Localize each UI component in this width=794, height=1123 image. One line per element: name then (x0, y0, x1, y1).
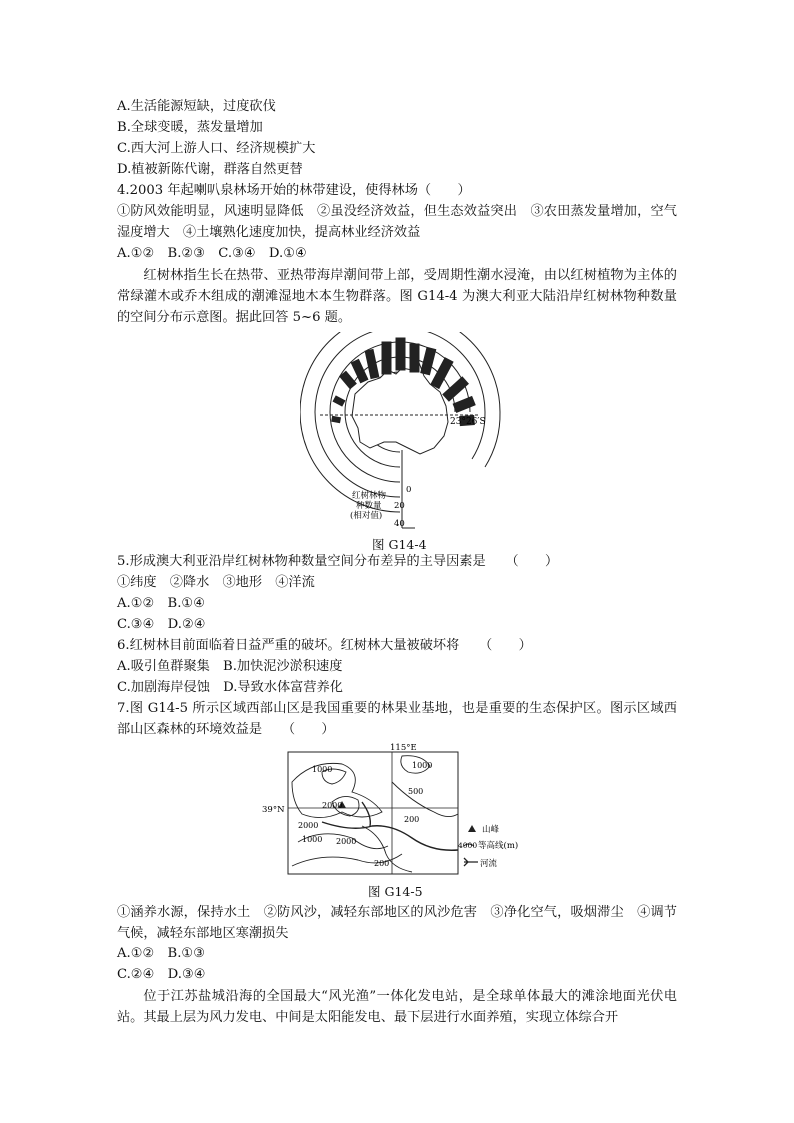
contour-2000-c: 2000 (336, 837, 357, 846)
tropic-label: 23°26′S (450, 417, 486, 427)
peak-legend-icon (468, 825, 476, 832)
legend-sample: 4000 (458, 841, 478, 850)
contour-1000-c: 1000 (412, 761, 433, 770)
q7-items: ①涵养水源，保持水土 ②防风沙，减轻东部地区的风沙危害 ③净化空气，吸烟滞尘 ④调节气候，减轻东部地区寒潮损失 (117, 905, 677, 941)
figure-g14-4 (300, 332, 510, 532)
lat-label: 39°N (262, 805, 285, 815)
scale-0: 0 (406, 485, 412, 495)
legend-line-1: 红树林物 (352, 491, 387, 501)
option-d: D.植被新陈代谢，群落自然更替 (117, 162, 303, 177)
q6-options-2: C.加剧海岸侵蚀 D.导致水体富营养化 (117, 680, 343, 695)
q7-stem: 7.图 G14-5 所示区域西部山区是我国重要的林果业基地，也是重要的生态保护区。图示区域西部山区森林的环境效益是 （ ） (117, 701, 677, 737)
fig4-caption: 图 G14-4 (372, 537, 427, 552)
lon-label: 115°E (390, 743, 417, 753)
contour-1000-b: 1000 (302, 835, 323, 844)
q5-items: ①纬度 ②降水 ③地形 ④洋流 (117, 575, 315, 590)
q6-stem: 6.红树林目前面临着日益严重的破坏。红树林大量被破坏将 （ ） (117, 638, 532, 653)
option-b: B.全球变暖，蒸发量增加 (117, 120, 263, 135)
option-c: C.西大河上游人口、经济规模扩大 (117, 141, 316, 156)
contour-1000-a: 1000 (312, 765, 333, 774)
fig5-caption: 图 G14-5 (368, 884, 423, 899)
contour-200-b: 200 (374, 859, 390, 868)
option-a: A.生活能源短缺，过度砍伐 (117, 99, 276, 114)
q5-options-1: A.①② B.①④ (117, 596, 206, 611)
australia-outline (352, 360, 448, 454)
contour-2000-b: 2000 (298, 821, 319, 830)
scale-20: 20 (394, 501, 405, 511)
contour-200-a: 200 (404, 815, 420, 824)
legend-contour: 等高线(m) (478, 841, 519, 851)
legend-line-2: 种数量 (356, 501, 382, 511)
legend-river: 河流 (480, 859, 498, 869)
legend-peak: 山峰 (482, 825, 500, 835)
q5-options-2: C.③④ D.②④ (117, 617, 206, 632)
contour-500: 500 (408, 787, 424, 796)
q7-options-1: A.①② B.①③ (117, 946, 206, 961)
contour-2000-a: 2000 (322, 801, 343, 810)
mangrove-intro: 红树林指生长在热带、亚热带海岸潮间带上部，受周期性潮水浸淹，由以红树植物为主体的常绿灌木或乔木组成的潮滩湿地木本生物群落。图 G14-4 为澳大利亚大陆沿岸红树林物种数量的空间分布示意图。据此回答 5~6 题。 (117, 268, 677, 325)
q5-stem: 5.形成澳大利亚沿岸红树林物种数量空间分布差异的主导因素是 （ ） (117, 554, 559, 569)
q4-items: ①防风效能明显，风速明显降低 ②虽没经济效益，但生态效益突出 ③农田蒸发量增加，空气湿度增大 ④土壤熟化速度加快，提高林业经济效益 (117, 204, 677, 240)
q4-stem: 4.2003 年起喇叭泉林场开始的林带建设，使得林场（ ） (117, 183, 471, 198)
q6-options-1: A.吸引鱼群聚集 B.加快泥沙淤积速度 (117, 659, 343, 674)
q7-options-2: C.②④ D.③④ (117, 967, 206, 982)
q4-options: A.①② B.②③ C.③④ D.①④ (117, 246, 307, 261)
legend-line-3: (相对值) (350, 511, 383, 521)
scale-40: 40 (394, 519, 405, 529)
power-station-intro: 位于江苏盐城沿海的全国最大“风光渔”一体化发电站，是全球单体最大的滩涂地面光伏电站。其最上层为风力发电、中间是太阳能发电、最下层进行水面养殖，实现立体综合开 (117, 989, 677, 1025)
figure-g14-5 (262, 742, 519, 878)
